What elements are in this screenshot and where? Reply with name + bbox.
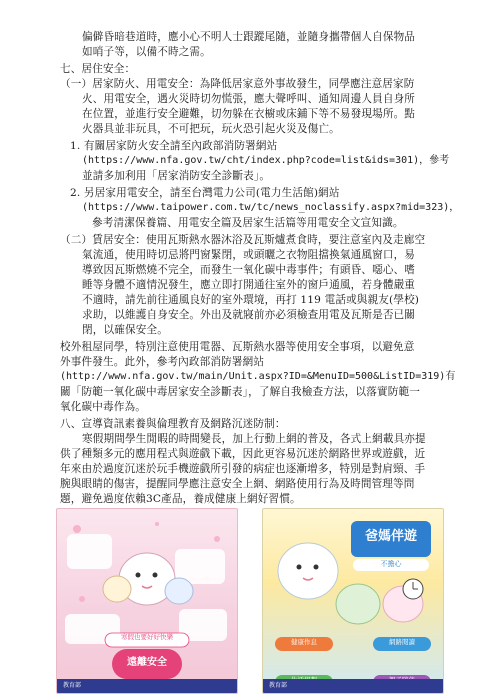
paragraph-line: 閉，以確保安全。: [82, 324, 168, 336]
list-item: 1. 有關居家防火安全請至內政部消防署網站: [70, 140, 278, 152]
paragraph-line: （一）居家防火、用電安全：為降低居家意外事故發生，同學應注意居家防: [60, 78, 415, 90]
poster-right-image: [262, 508, 444, 694]
link-text[interactable]: (https://www.nfa.gov.tw/cht/index.php?code=list&ids=301)，參考: [82, 155, 450, 166]
paragraph-line: 導致因瓦斯燃燒不完全，而發生一氧化碳中毒事件；有頭昏、噁心、嗜: [82, 264, 416, 276]
poster-footer: 教育部: [57, 679, 237, 693]
paragraph-line: 腕與眼睛的傷害，提醒同學應注意安全上網、網路使用行為及時間管理等問: [60, 478, 415, 490]
paragraph-line: 火、用電安全，遇火災時切勿慌張，應大聲呼叫、通知周邊人員自身所: [82, 93, 416, 105]
paragraph-line: 氧化碳中毒作為。: [60, 401, 146, 413]
poster-sub: 不擔心: [380, 560, 402, 568]
paragraph-line: 如哨子等，以備不時之需。: [82, 46, 211, 58]
link-text[interactable]: (https://www.taipower.com.tw/tc/news_noclassify.aspx?mid=323)，: [82, 202, 460, 213]
poster-tag: 網路閱讀: [389, 638, 415, 646]
paragraph-line: 不適時，請先前往通風良好的室外環境，再打 119 電話或與親友(學校): [82, 294, 420, 306]
poster-banner: 爸媽伴遊: [364, 529, 417, 544]
paragraph-line: 供了種類多元的應用程式與遊戲下載，因此更容易沉迷於網路世界或遊戲，近: [60, 448, 426, 460]
paragraph-line: 關「防範一氧化碳中毒居家安全診斷表」，了解自我檢查方法，以落實防範一: [60, 386, 420, 398]
paragraph-line: 年來由於過度沉迷於玩手機遊戲所引發的病症也逐漸增多，特別是對肩頸、手: [60, 463, 426, 475]
paragraph-line: 氣流通，使用時切忌將門窗緊閉，或頭曬之衣物阻擋換氣通風窗口，易: [82, 249, 416, 261]
paragraph-line: 外事件發生。此外，參考內政部消防署網站: [60, 356, 265, 368]
section-heading: 八、宣導資訊素養與倫理教育及網路沉迷防制：: [60, 418, 286, 430]
paragraph-line: 求助，以維護自身安全。外出及就寢前亦必須檢查用電及瓦斯是否已關: [82, 309, 416, 321]
paragraph-line: 題，避免過度依賴3C產品，養成健康上網好習慣。: [60, 493, 301, 505]
paragraph-line: （二）賃居安全：使用瓦斯熱水器沐浴及瓦斯爐煮食時，要注意室內及走廊空: [60, 234, 426, 246]
paragraph-line: 參考清潔保養篇、用電安全篇及居家生活篇等用電安全文宣知識。: [92, 217, 404, 229]
poster-caption: 寒假也要好好快樂: [121, 633, 173, 641]
paragraph-line: 寒假期間學生閒暇的時間變長，加上行動上網的普及，各式上網載具亦提: [82, 433, 426, 445]
poster-left-image: [56, 508, 238, 694]
paragraph-line: 偏僻昏暗巷道時，應小心不明人士跟蹤尾隨，並隨身攜帶個人自保物品: [82, 31, 416, 43]
paragraph-line: 並請多加利用「居家消防安全診斷表」。: [82, 170, 271, 182]
poster-badge: 遠離安全: [127, 657, 167, 668]
link-text[interactable]: (http://www.nfa.gov.tw/main/Unit.aspx?ID=&MenuID=500&ListID=319)有: [60, 371, 456, 382]
paragraph-line: 在位置，並進行安全避難，切勿躲在衣櫥或床鋪下等不易發現場所。點: [82, 108, 416, 120]
list-item: 2. 另居家用電安全，請至台灣電力公司(電力生活館)網站: [70, 187, 340, 199]
paragraph-line: 火器具並非玩具，不可把玩，玩火恐引起火災及傷亡。: [82, 123, 340, 135]
paragraph-line: 睡等身體不適情況發生，應立即打開通往室外的窗戶通風，若身體嚴重: [82, 279, 416, 291]
poster-footer: 教育部: [263, 679, 443, 693]
paragraph-line: 校外租屋同學，特別注意使用電器、瓦斯熱水器等使用安全事項，以避免意: [60, 341, 415, 353]
section-heading: 七、居住安全：: [60, 63, 136, 75]
poster-tag: 健康作息: [291, 638, 317, 646]
